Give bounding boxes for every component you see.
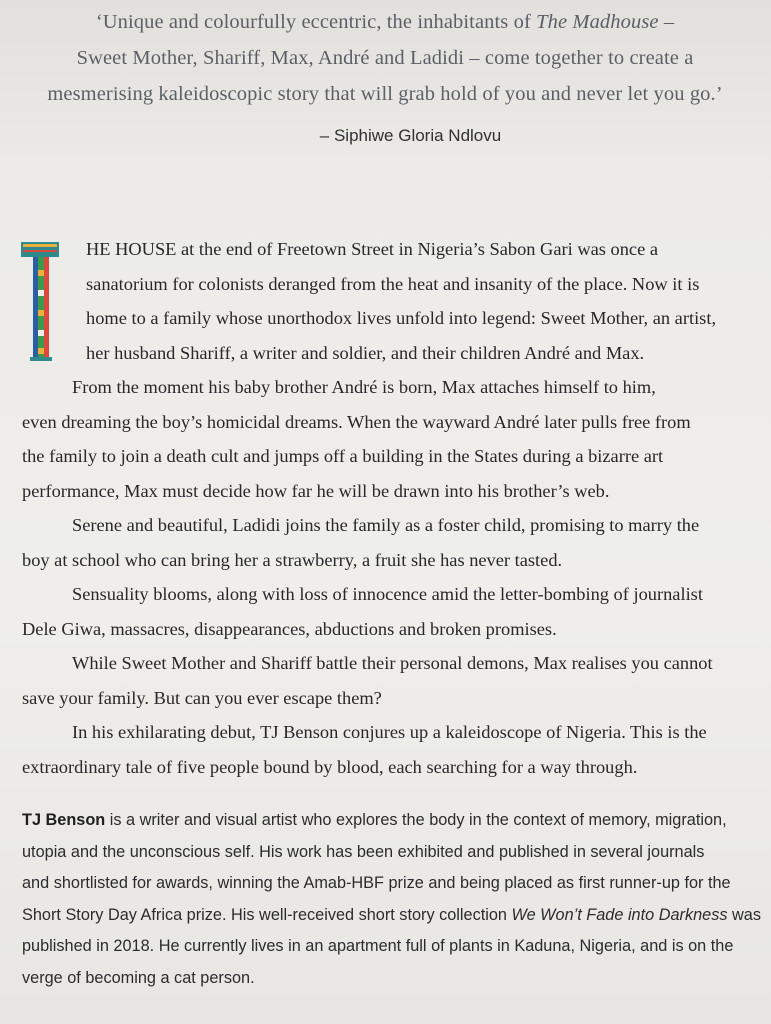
synopsis-line: From the moment his baby brother André is born, Max attaches himself to him,	[72, 377, 656, 397]
quote-line-2: Sweet Mother, Shariff, Max, André and Ladidi – come together to create a	[76, 47, 694, 69]
synopsis-line: even dreaming the boy’s homicidal dreams. When the wayward André later pulls free from	[22, 411, 691, 432]
synopsis-line: extraordinary tale of five people bound by blood, each searching for a way through.	[22, 756, 638, 777]
synopsis-line: the family to join a death cult and jumps off a building in the States during a bizarre art	[22, 446, 664, 466]
author-bio	[22, 805, 762, 994]
book-title-italic: The Madhouse	[536, 11, 659, 33]
quote-line-1: ‘Unique and colourfully eccentric, the inhabitants of The Madhouse –	[95, 11, 675, 33]
bio-line: and shortlisted for awards, winning the Amab-HBF prize and being placed as first runner-up for the	[22, 874, 731, 892]
synopsis-line: save your family. But can you ever escape them?	[22, 687, 382, 708]
synopsis-line: Sensuality blooms, along with loss of innocence amid the letter-bombing of journalist	[72, 584, 703, 604]
synopsis-line: performance, Max must decide how far he will be drawn into his brother’s web.	[22, 480, 610, 501]
synopsis-line: While Sweet Mother and Shariff battle their personal demons, Max realises you cannot	[72, 653, 713, 673]
collection-title-italic: We Won’t Fade into Darkness	[511, 905, 728, 924]
synopsis-line: sanatorium for colonists deranged from the heat and insanity of the place. Now it is	[86, 273, 700, 294]
quote-line-3: mesmerising kaleidoscopic story that will grab hold of you and never let you go.’	[47, 83, 723, 105]
author-name: TJ Benson	[22, 811, 106, 829]
synopsis-line: Serene and beautiful, Ladidi joins the family as a foster child, promising to marry the	[72, 515, 700, 535]
synopsis-line: HE HOUSE at the end of Freetown Street in Nigeria’s Sabon Gari was once a	[86, 239, 659, 259]
bio-line: TJ Benson is a writer and visual artist who explores the body in the context of memory, migration,	[22, 811, 727, 829]
synopsis-line: In his exhilarating debut, TJ Benson conjures up a kaleidoscope of Nigeria. This is the	[72, 722, 707, 742]
synopsis-line: Dele Giwa, massacres, disappearances, abductions and broken promises.	[22, 618, 557, 639]
bio-line: Short Story Day Africa prize. His well-received short story collection We Won’t Fade into Darkness was	[22, 905, 761, 924]
quote-attribution: – Siphiwe Gloria Ndlovu	[319, 126, 502, 145]
synopsis-line: boy at school who can bring her a strawberry, a fruit she has never tasted.	[22, 549, 563, 570]
synopsis-line: home to a family whose unorthodox lives unfold into legend: Sweet Mother, an artist,	[86, 308, 717, 328]
synopsis-line: her husband Shariff, a writer and soldier, and their children André and Max.	[86, 342, 645, 363]
review-quote	[20, 4, 750, 112]
synopsis	[22, 232, 767, 784]
bio-line: published in 2018. He currently lives in an apartment full of plants in Kaduna, Nigeria, and is on the	[22, 937, 734, 955]
bio-line: verge of becoming a cat person.	[22, 968, 255, 987]
bio-line: utopia and the unconscious self. His work has been exhibited and published in several journals	[22, 842, 705, 861]
